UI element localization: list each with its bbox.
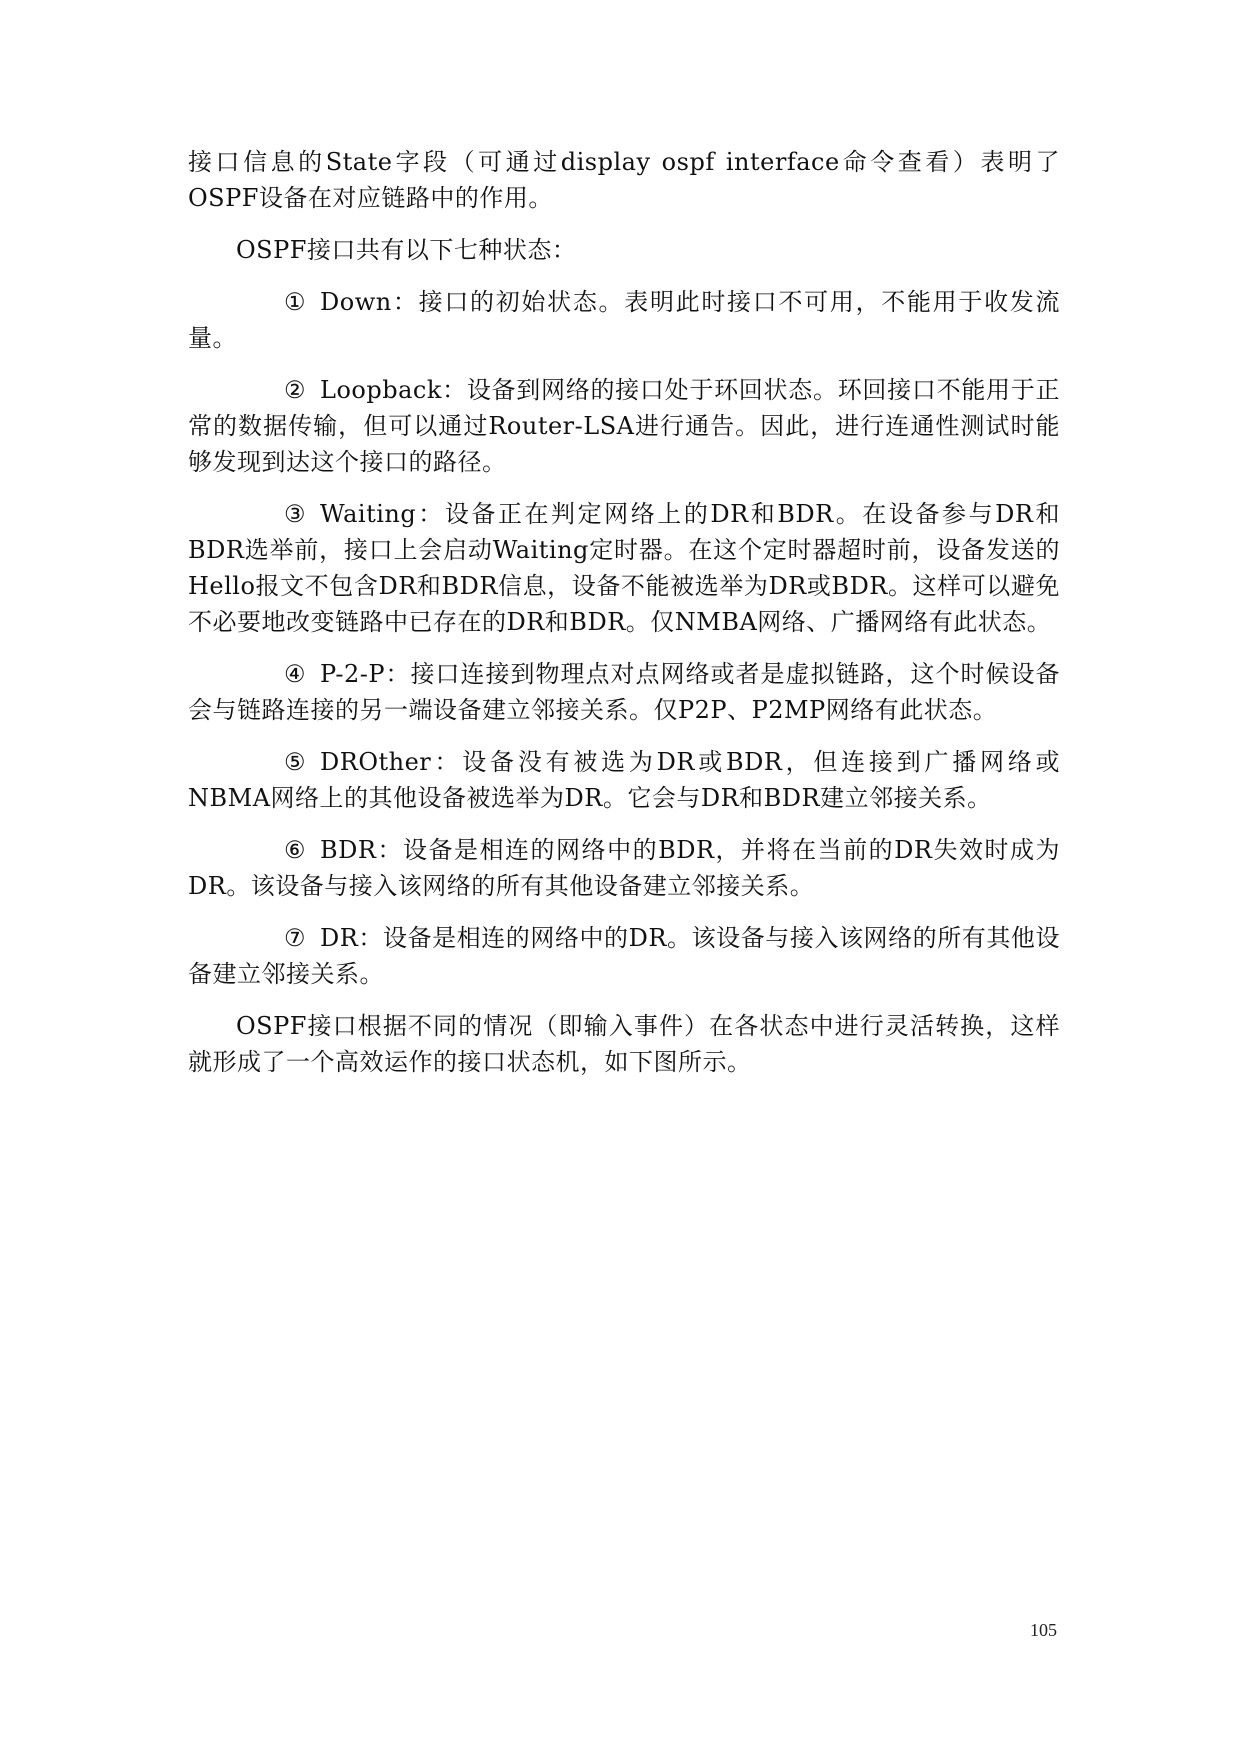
state-text: Loopback：设备到网络的接口处于环回状态。环回接口不能用于正常的数据传输，但可以通过Router-LSA进行通告。因此，进行连通性测试时能够发现到达这个接口的路径。 [188, 376, 1060, 476]
state-item-dr [188, 920, 1060, 992]
state-number: ⑤ [284, 748, 307, 776]
state-number: ⑥ [284, 836, 307, 864]
intro-paragraph: 接口信息的State字段（可通过display ospf interface命令查看）表明了OSPF设备在对应链路中的作用。 [188, 148, 1060, 212]
state-item-down [188, 284, 1060, 356]
state-text: P-2-P：接口连接到物理点对点网络或者是虚拟链路，这个时候设备会与链路连接的另一端设备建立邻接关系。仅P2P、P2MP网络有此状态。 [188, 660, 1060, 724]
closing-paragraph: OSPF接口根据不同的情况（即输入事件）在各状态中进行灵活转换，这样就形成了一个高效运作的接口状态机，如下图所示。 [188, 1012, 1060, 1076]
state-text: Waiting：设备正在判定网络上的DR和BDR。在设备参与DR和BDR选举前，接口上会启动Waiting定时器。在这个定时器超时前，设备发送的Hello报文不包含DR和BDR信息，设备不能被选举为DR或BDR。这样可以避免不必要地改变链路中已存在的DR和BDR。仅NMBA网络、广播网络有此状态。 [188, 500, 1060, 636]
state-number: ① [284, 288, 307, 316]
state-text: Down：接口的初始状态。表明此时接口不可用，不能用于收发流量。 [188, 288, 1060, 352]
state-number: ④ [284, 660, 307, 688]
state-text: BDR：设备是相连的网络中的BDR，并将在当前的DR失效时成为DR。该设备与接入该网络的所有其他设备建立邻接关系。 [188, 836, 1060, 900]
state-number: ⑦ [284, 924, 307, 952]
state-item-bdr [188, 832, 1060, 904]
state-item-waiting [188, 496, 1060, 640]
state-number: ② [284, 376, 307, 404]
state-text: DROther：设备没有被选为DR或BDR，但连接到广播网络或NBMA网络上的其他设备被选举为DR。它会与DR和BDR建立邻接关系。 [188, 748, 1060, 812]
state-item-p2p [188, 656, 1060, 728]
state-item-loopback [188, 372, 1060, 480]
state-item-drother [188, 744, 1060, 816]
states-lead-paragraph: OSPF接口共有以下七种状态： [236, 236, 577, 264]
state-text: DR：设备是相连的网络中的DR。该设备与接入该网络的所有其他设备建立邻接关系。 [188, 924, 1060, 988]
state-number: ③ [284, 500, 307, 528]
page-number: 105 [1030, 1620, 1057, 1640]
document-body [188, 144, 1060, 1096]
